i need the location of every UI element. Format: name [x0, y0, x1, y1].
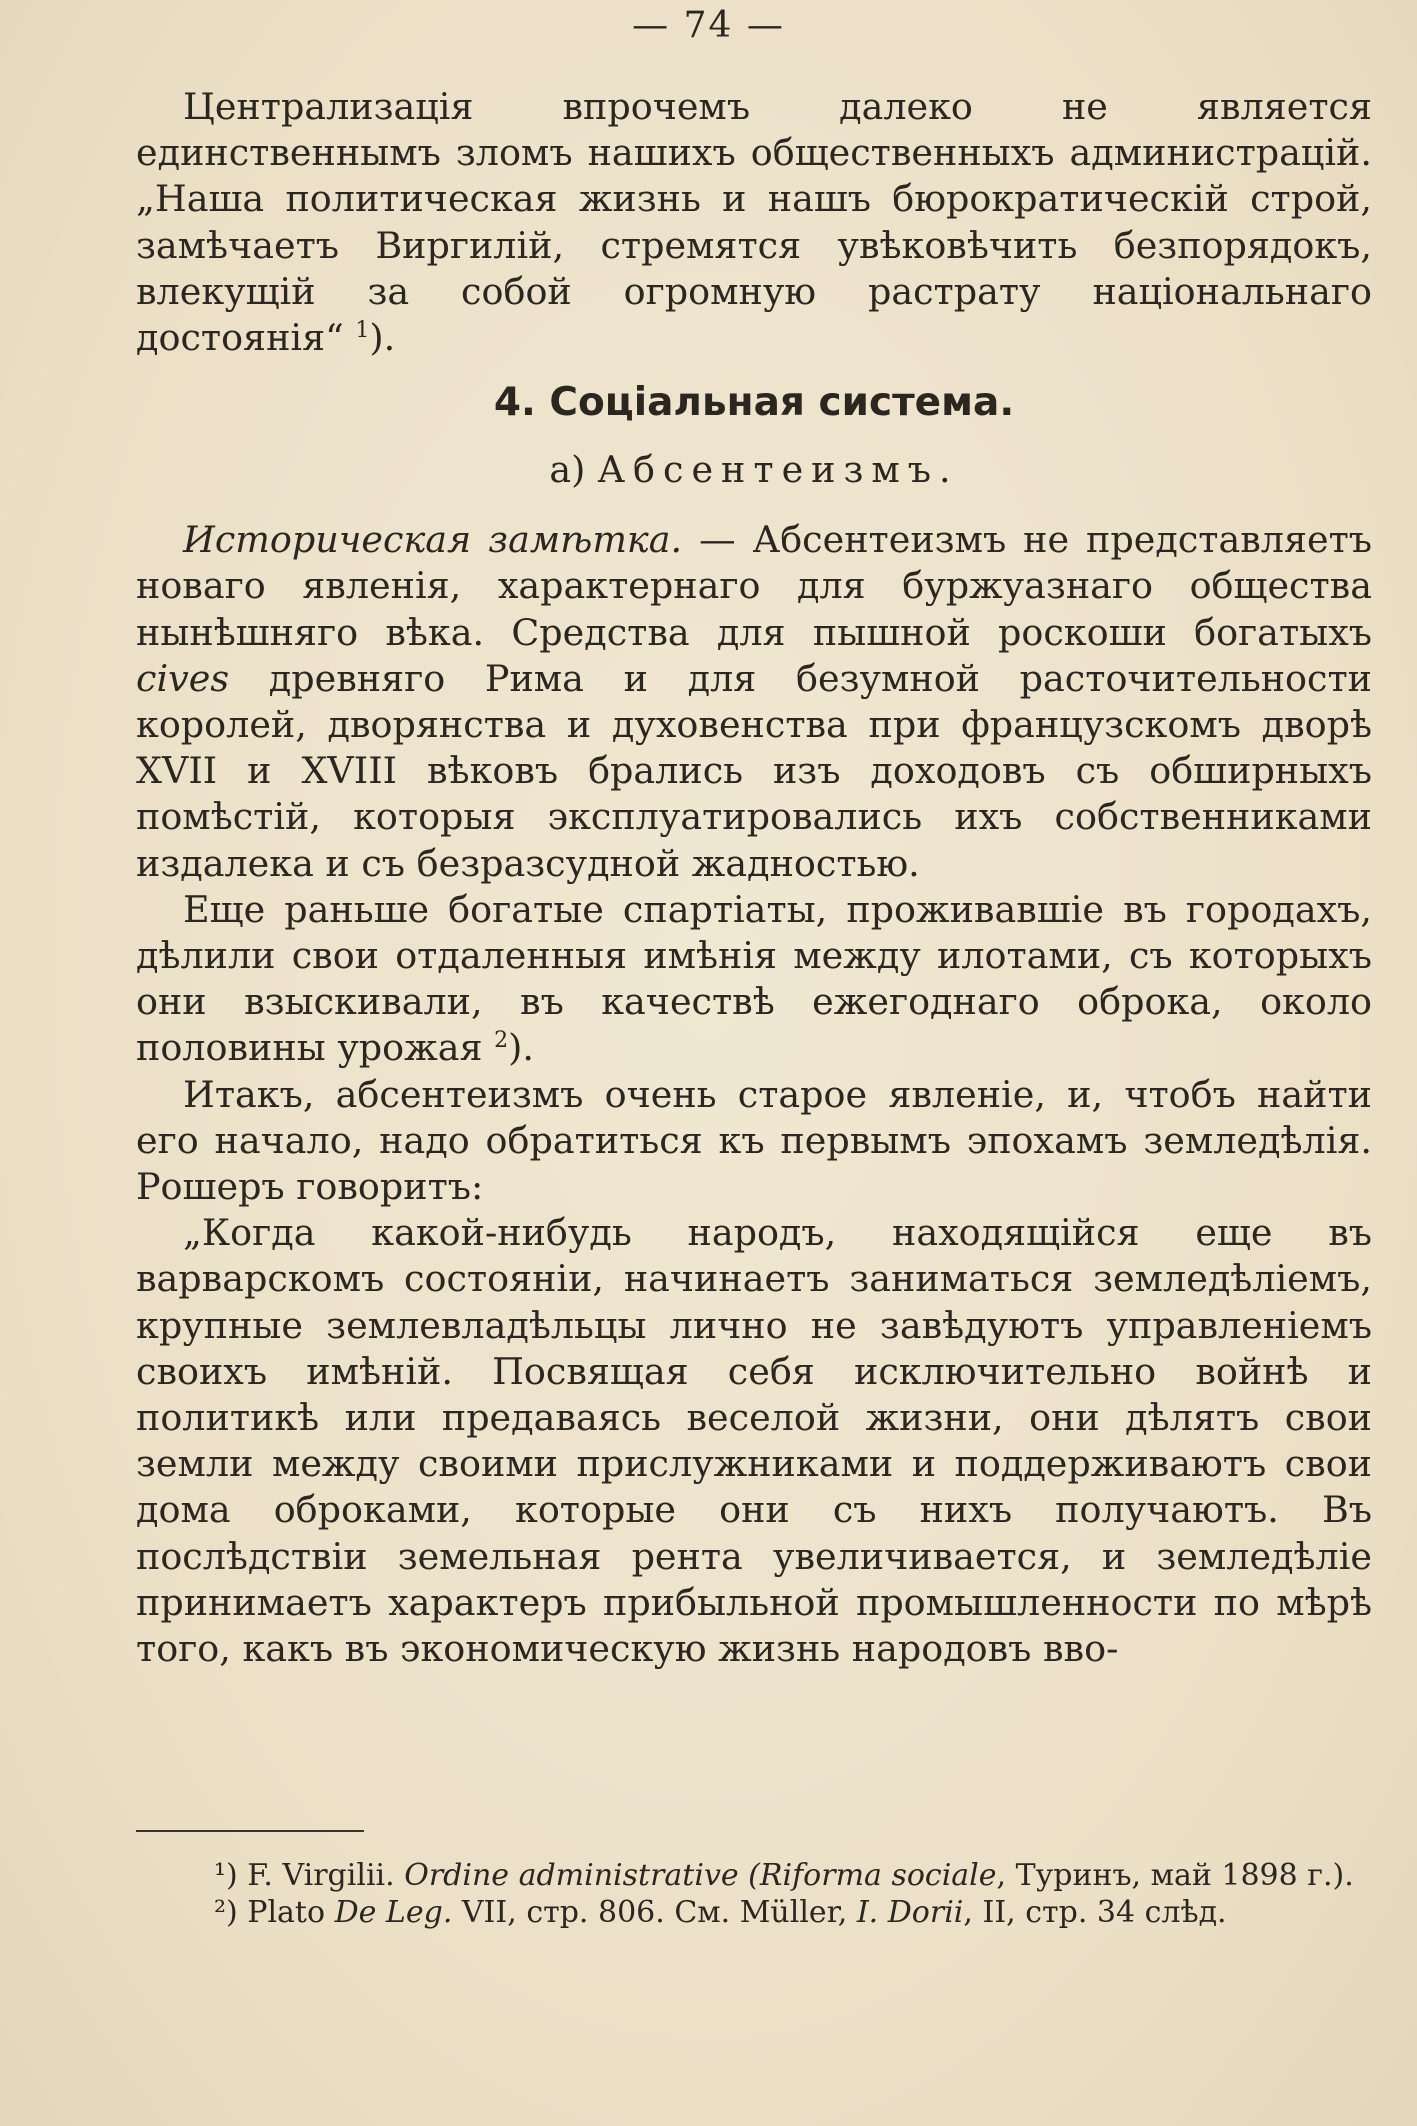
paragraph-2-text: Еще раньше богатые спартіаты, проживавшіе въ городахъ, дѣлили свои отдаленныя имѣнія между илотами, съ которыхъ они взыскивали, въ качествѣ ежегоднаго оброка, около половины урожая: [136, 887, 1372, 1070]
paragraph-1-text: — Абсентеизмъ не представляетъ новаго явленія, характернаго для буржуазнаго общества нынѣшняго вѣка. Средства для пышной роскоши богатыхъ: [136, 518, 1372, 654]
footnote-2-middle: VII, стр. 806. См. Müller,: [452, 1894, 857, 1930]
intro-paragraph: [136, 84, 1372, 361]
subsection-letter: а): [549, 448, 586, 492]
historical-note-label: Историческая замѣтка.: [183, 518, 683, 562]
section-heading: 4. Соціальная система.: [493, 380, 1015, 426]
footnote-1-author: F. Virgilii.: [237, 1858, 405, 1893]
footnote-2: [136, 1895, 1372, 1932]
paragraph-spartans: [136, 887, 1372, 1072]
latin-term: cives: [136, 656, 230, 700]
footnote-1-title: Ordine administrative (Riforma sociale: [404, 1858, 997, 1893]
footnote-ref-1: 1: [355, 317, 370, 343]
subsection-heading: [136, 447, 1372, 493]
page-number: — 74 —: [632, 5, 785, 46]
paragraph-historical-note: [136, 517, 1372, 887]
footnote-1-tail: , Туринъ, май 1898 г.).: [996, 1858, 1354, 1893]
footnote-2-tail: , II, стр. 34 слѣд.: [963, 1894, 1227, 1930]
paragraph-2-tail: ).: [508, 1026, 534, 1070]
intro-text: Централизація впрочемъ далеко не является единственнымъ зломъ нашихъ общественныхъ администрацій. „Наша политическая жизнь и нашъ бюрократическій строй, замѣчаетъ Виргилій, стремятся увѣковѣчить безпорядокъ, влекущій за собой огромную растрату національнаго достоянія“: [136, 85, 1372, 360]
footnote-1: [136, 1858, 1372, 1895]
footnotes: [136, 1858, 1372, 1931]
main-text: [136, 84, 1372, 1672]
footnote-2-author: Plato: [237, 1894, 335, 1930]
paragraph-roscher-quote: „Когда какой-нибудь народъ, находящійся еще въ варварскомъ состояніи, начинаетъ заниматься земледѣліемъ, крупные землевладѣльцы лично не завѣдуютъ управленіемъ своихъ имѣній. Посвящая себя исключительно войнѣ и политикѣ или предаваясь веселой жизни, они дѣлятъ свои земли между своими прислужниками и поддерживаютъ свои дома оброками, которые они съ нихъ получаютъ. Въ послѣдствіи земельная рента увеличивается, и земледѣліе принимаетъ характеръ прибыльной промышленности по мѣрѣ того, какъ въ экономическую жизнь народовъ вво-: [136, 1211, 1372, 1671]
footnote-1-marker: ¹): [214, 1858, 238, 1893]
footnote-2-work: De Leg.: [334, 1894, 453, 1930]
footnote-ref-2: 2: [494, 1028, 509, 1054]
intro-tail: ).: [369, 316, 396, 360]
subsection-title: Абсентеизмъ.: [597, 448, 959, 492]
footnote-2-work-2: I. Dorii: [856, 1894, 964, 1930]
paragraph-1-end: древняго Рима и для безумной расточительности королей, дворянства и духовенства при французскомъ дворѣ XVII и XVIII вѣковъ брались изъ доходовъ съ обширныхъ помѣстій, которыя эксплуатировались ихъ собственниками издалека и съ безразсудной жадностью.: [136, 656, 1372, 885]
footnote-2-marker: ²): [214, 1894, 238, 1930]
footnote-separator: [136, 1830, 364, 1832]
paragraph-origins: Итакъ, абсентеизмъ очень старое явленіе, и, чтобъ найти его начало, надо обратиться къ первымъ эпохамъ земледѣлія. Рошеръ говоритъ:: [136, 1072, 1372, 1209]
